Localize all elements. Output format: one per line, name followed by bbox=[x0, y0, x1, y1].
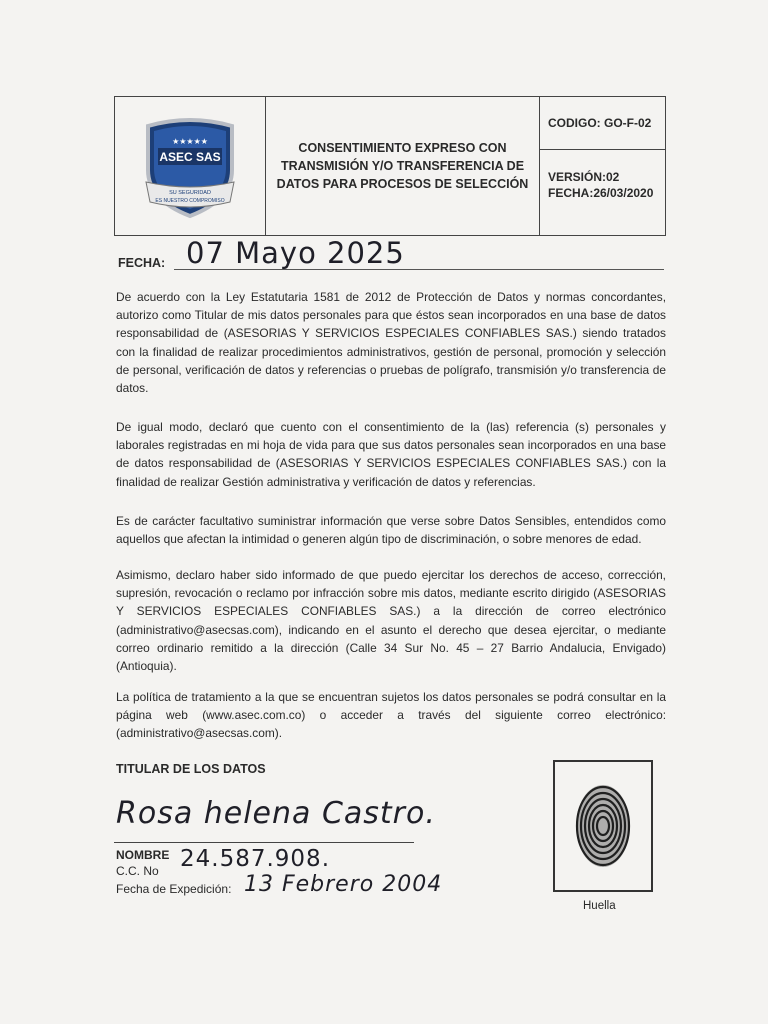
paragraph-references: De igual modo, declaró que cuento con el consentimiento de la (las) referencia (s) personales y laborales registradas en mi hoja de vida para que sus datos personales sean incorporados en una base de datos responsabilidad de (ASESORIAS Y SERVICIOS ESPECIALES CONFIABLES SAS.) con la finalidad de realizar Gestión administrativa y verificación de datos y referencias. bbox=[116, 420, 666, 489]
paragraph-authorization: De acuerdo con la Ley Estatutaria 1581 de 2012 de Protección de Datos y normas concordantes, autorizo como Titular de mis datos personales para que éstos sean incorporados en una base de datos responsabilidad de (ASESORIAS Y SERVICIOS ESPECIALES CONFIABLES SAS.) siendo tratados con la finalidad de realizar procedimientos administrativos, gestión de personal, promoción y selección de personal, verificación de datos y referencias o pruebas de polígrafo, transmisión y/o transferencia de datos. bbox=[116, 290, 666, 396]
document-meta bbox=[540, 97, 665, 235]
svg-text:★★★★★: ★★★★★ bbox=[172, 137, 208, 146]
fingerprint-box bbox=[553, 760, 653, 892]
paragraph-policy: La política de tratamiento a la que se encuentran sujetos los datos personales se podrá consultar en la página web (www.asec.com.co) o acceder a través del siguiente correo electrónico: (administrativo@asecsas.com). bbox=[116, 690, 666, 741]
cc-label: C.C. No bbox=[116, 864, 159, 878]
expedition-label: Fecha de Expedición: bbox=[116, 882, 232, 896]
nombre-label: NOMBRE bbox=[116, 848, 170, 862]
document-date: FECHA:26/03/2020 bbox=[548, 186, 654, 200]
fecha-label: FECHA: bbox=[118, 256, 166, 270]
document-code: CODIGO: GO-F-02 bbox=[540, 97, 665, 150]
fingerprint-label: Huella bbox=[583, 900, 616, 912]
fecha-field bbox=[118, 236, 664, 272]
svg-text:SU SEGURIDAD: SU SEGURIDAD bbox=[169, 190, 211, 196]
svg-text:ES NUESTRO COMPROMISO: ES NUESTRO COMPROMISO bbox=[155, 198, 225, 204]
fingerprint-icon bbox=[555, 762, 651, 890]
shield-logo-icon bbox=[138, 112, 242, 220]
document-version: VERSIÓN:02 bbox=[548, 170, 620, 184]
svg-text:ASEC SAS: ASEC SAS bbox=[159, 150, 221, 164]
titular-heading: TITULAR DE LOS DATOS bbox=[116, 762, 266, 776]
signature-underline bbox=[114, 842, 414, 843]
paragraph-sensitive-data: Es de carácter facultativo suministrar información que verse sobre Datos Sensibles, entendidos como aquellos que afectan la intimidad o generen algún tipo de discriminación, o sobre menores de edad. bbox=[116, 514, 666, 547]
fecha-handwritten-value: 07 Mayo 2025 bbox=[186, 236, 405, 270]
header-table bbox=[114, 96, 666, 236]
handwritten-name: Rosa helena Castro. bbox=[116, 796, 436, 831]
cc-handwritten-value: 24.587.908. bbox=[180, 846, 330, 872]
document-title: CONSENTIMIENTO EXPRESO CON TRANSMISIÓN Y/O TRANSFERENCIA DE DATOS PARA PROCESOS DE SELECCIÓN bbox=[266, 97, 540, 235]
expedition-handwritten-value: 13 Febrero 2004 bbox=[244, 872, 443, 897]
paragraph-rights: Asimismo, declaro haber sido informado de que puedo ejercitar los derechos de acceso, corrección, supresión, revocación o reclamo por infracción sobre mis datos, mediante escrito dirigido (ASESORIAS Y SERVICIOS ESPECIALES CONFIABLES SAS.) a la dirección de correo electrónico (administrativo@asecsas.com), indicando en el asunto el derecho que desea ejercitar, o mediante correo ordinario remitido a la dirección (Calle 34 Sur No. 45 – 27 Barrio Andalucia, Envigado) (Antioquia). bbox=[116, 568, 666, 674]
company-logo bbox=[115, 97, 266, 235]
